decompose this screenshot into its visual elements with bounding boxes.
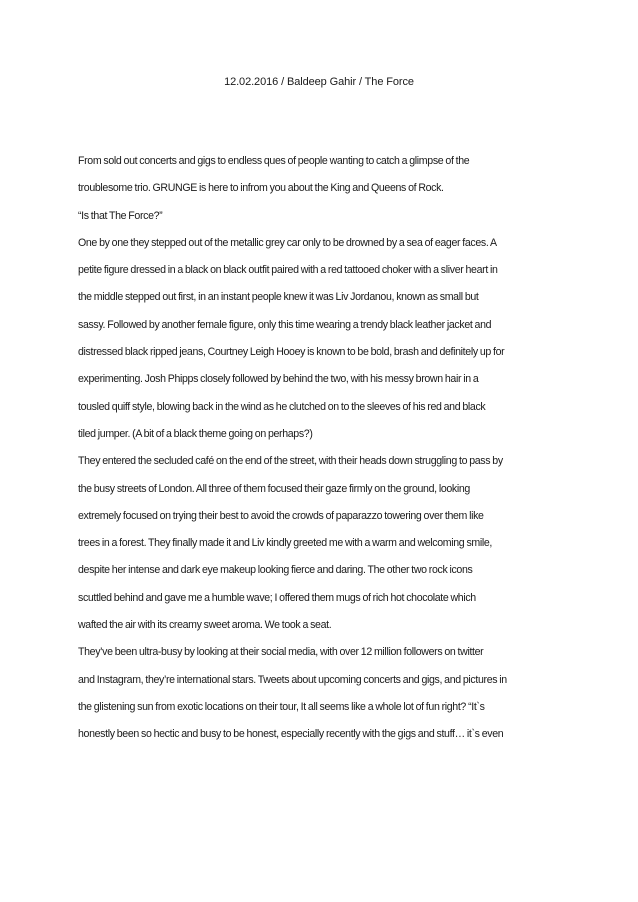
text-line: distressed black ripped jeans, Courtney Leigh Hooey is known to be bold, brash and definitely up for xyxy=(78,346,505,359)
text-line: trees in a forest. They finally made it and Liv kindly greeted me with a warm and welcoming smile, xyxy=(78,537,493,550)
text-line: tousled quiff style, blowing back in the wind as he clutched on to the sleeves of his red and black xyxy=(78,400,486,413)
text-line: tiled jumper. (A bit of a black theme going on perhaps?) xyxy=(78,427,313,440)
text-line: the glistening sun from exotic locations on their tour, It all seems like a whole lot of fun right? “It`s xyxy=(78,700,485,713)
text-line: scuttled behind and gave me a humble wave; I offered them mugs of rich hot chocolate which xyxy=(78,591,476,604)
text-line: extremely focused on trying their best to avoid the crowds of paparazzo towering over them like xyxy=(78,509,484,522)
text-line: They entered the secluded café on the end of the street, with their heads down struggling to pass by xyxy=(78,455,503,468)
text-line: One by one they stepped out of the metallic grey car only to be drowned by a sea of eager faces. A xyxy=(78,236,497,249)
text-line: sassy. Followed by another female figure, only this time wearing a trendy black leather jacket and xyxy=(78,318,492,331)
article-body xyxy=(78,153,568,754)
text-line: troublesome trio. GRUNGE is here to infrom you about the King and Queens of Rock. xyxy=(78,182,444,195)
text-line: wafted the air with its creamy sweet aroma. We took a seat. xyxy=(78,619,332,632)
document-header: 12.02.2016 / Baldeep Gahir / The Force xyxy=(224,76,414,88)
text-line: the middle stepped out first, in an instant people knew it was Liv Jordanou, known as small but xyxy=(78,291,479,304)
text-line: “Is that The Force?” xyxy=(78,209,163,222)
text-line: honestly been so hectic and busy to be honest, especially recently with the gigs and stuff… it`s even xyxy=(78,728,504,741)
text-line: and Instagram, they’re international stars. Tweets about upcoming concerts and gigs, and pictures in xyxy=(78,673,507,686)
text-line: despite her intense and dark eye makeup looking fierce and daring. The other two rock icons xyxy=(78,564,473,577)
text-line: They’ve been ultra-busy by looking at their social media, with over 12 million followers on twitter xyxy=(78,646,484,659)
text-line: experimenting. Josh Phipps closely followed by behind the two, with his messy brown hair in a xyxy=(78,373,479,386)
text-line: petite figure dressed in a black on black outfit paired with a red tattooed choker with a sliver heart in xyxy=(78,264,498,277)
text-line: From sold out concerts and gigs to endless ques of people wanting to catch a glimpse of the xyxy=(78,155,470,167)
text-line: the busy streets of London. All three of them focused their gaze firmly on the ground, looking xyxy=(78,482,470,495)
